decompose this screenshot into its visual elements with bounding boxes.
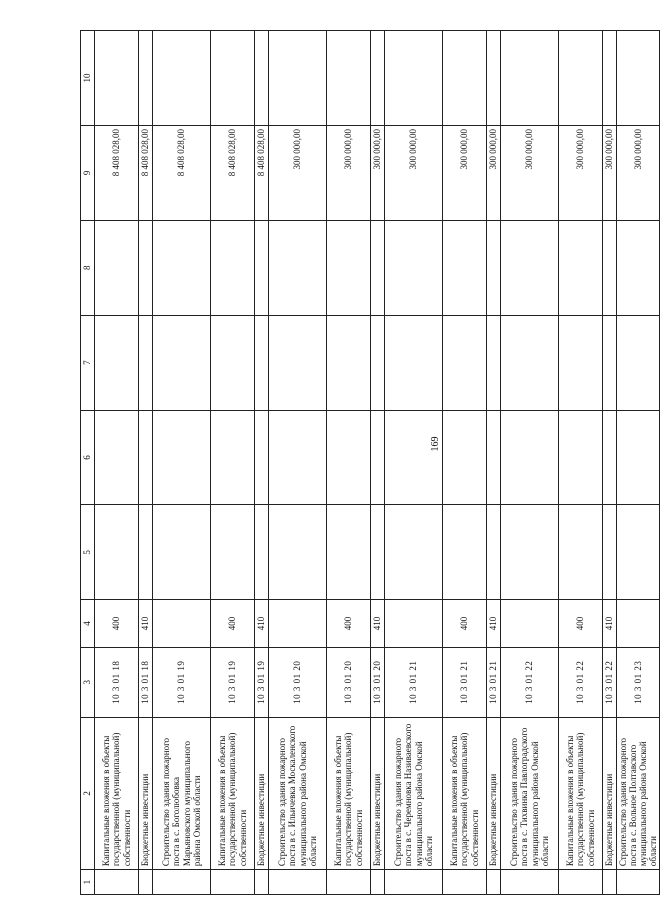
cell-expense-type bbox=[501, 600, 559, 647]
cell-col-6 bbox=[139, 410, 153, 505]
cell-col-7 bbox=[443, 315, 487, 410]
cell-col-7 bbox=[501, 315, 559, 410]
cell-col-5 bbox=[603, 505, 617, 600]
cell-expense-type bbox=[617, 600, 660, 647]
cell-col-1 bbox=[255, 870, 269, 895]
cell-col-7 bbox=[139, 315, 153, 410]
cell-amount: 300 000,00 bbox=[559, 125, 603, 220]
column-header: 3 bbox=[81, 647, 95, 717]
column-header: 1 bbox=[81, 870, 95, 895]
table-row bbox=[385, 31, 443, 895]
cell-col-1 bbox=[211, 870, 255, 895]
cell-item-name: Капитальные вложения в объекты государственной (муниципальной) собственности bbox=[327, 717, 371, 869]
cell-amount: 300 000,00 bbox=[371, 125, 385, 220]
cell-col-5 bbox=[501, 505, 559, 600]
cell-expense-type: 410 bbox=[255, 600, 269, 647]
cell-amount: 300 000,00 bbox=[269, 125, 327, 220]
cell-amount: 300 000,00 bbox=[603, 125, 617, 220]
page-number: 169 bbox=[430, 436, 441, 452]
table-row bbox=[603, 31, 617, 895]
cell-col-10 bbox=[559, 31, 603, 126]
cell-col-7 bbox=[559, 315, 603, 410]
cell-amount: 8 408 028,00 bbox=[139, 125, 153, 220]
cell-col-1 bbox=[385, 870, 443, 895]
cell-col-5 bbox=[371, 505, 385, 600]
cell-col-10 bbox=[603, 31, 617, 126]
cell-item-name: Строительство здания пожарного поста в с. Тихвинка Павлоградского муниципального района Омской области bbox=[501, 717, 559, 869]
cell-col-5 bbox=[617, 505, 660, 600]
cell-item-name: Капитальные вложения в объекты государственной (муниципальной) собственности bbox=[559, 717, 603, 869]
cell-col-5 bbox=[211, 505, 255, 600]
cell-col-1 bbox=[269, 870, 327, 895]
cell-col-8 bbox=[211, 220, 255, 315]
cell-col-6 bbox=[443, 410, 487, 505]
cell-target-code: 10 3 01 19 bbox=[211, 647, 255, 717]
cell-col-1 bbox=[501, 870, 559, 895]
cell-col-10 bbox=[139, 31, 153, 126]
cell-expense-type: 400 bbox=[559, 600, 603, 647]
cell-col-7 bbox=[269, 315, 327, 410]
table-row bbox=[95, 31, 139, 895]
column-header: 2 bbox=[81, 717, 95, 869]
cell-target-code: 10 3 01 18 bbox=[139, 647, 153, 717]
cell-col-7 bbox=[385, 315, 443, 410]
table-row bbox=[559, 31, 603, 895]
cell-amount: 8 408 028,00 bbox=[95, 125, 139, 220]
cell-expense-type: 400 bbox=[95, 600, 139, 647]
cell-col-8 bbox=[269, 220, 327, 315]
cell-col-6 bbox=[153, 410, 211, 505]
budget-table bbox=[80, 30, 660, 895]
cell-item-name: Строительство здания пожарного поста в с. Черемновка Називаевского муниципального района Омской области bbox=[385, 717, 443, 869]
cell-target-code: 10 3 01 19 bbox=[255, 647, 269, 717]
cell-col-7 bbox=[617, 315, 660, 410]
cell-col-5 bbox=[139, 505, 153, 600]
cell-col-6 bbox=[487, 410, 501, 505]
cell-col-7 bbox=[371, 315, 385, 410]
column-header: 4 bbox=[81, 600, 95, 647]
cell-col-10 bbox=[327, 31, 371, 126]
cell-col-8 bbox=[371, 220, 385, 315]
cell-col-1 bbox=[371, 870, 385, 895]
cell-col-5 bbox=[559, 505, 603, 600]
cell-item-name: Строительство здания пожарного поста в с. Вольное Полтавского муниципального района Омской области bbox=[617, 717, 660, 869]
cell-col-7 bbox=[255, 315, 269, 410]
cell-col-10 bbox=[211, 31, 255, 126]
cell-col-6 bbox=[385, 410, 443, 505]
cell-col-8 bbox=[95, 220, 139, 315]
cell-col-8 bbox=[327, 220, 371, 315]
cell-col-10 bbox=[501, 31, 559, 126]
cell-item-name: Бюджетные инвестиции bbox=[139, 717, 153, 869]
cell-expense-type: 410 bbox=[371, 600, 385, 647]
cell-item-name: Капитальные вложения в объекты государственной (муниципальной) собственности bbox=[443, 717, 487, 869]
cell-col-10 bbox=[443, 31, 487, 126]
cell-col-5 bbox=[153, 505, 211, 600]
cell-target-code: 10 3 01 21 bbox=[385, 647, 443, 717]
cell-col-7 bbox=[153, 315, 211, 410]
cell-col-6 bbox=[603, 410, 617, 505]
cell-col-5 bbox=[95, 505, 139, 600]
cell-target-code: 10 3 01 21 bbox=[443, 647, 487, 717]
cell-target-code: 10 3 01 20 bbox=[327, 647, 371, 717]
table-row bbox=[443, 31, 487, 895]
cell-col-6 bbox=[255, 410, 269, 505]
cell-col-10 bbox=[153, 31, 211, 126]
cell-col-1 bbox=[603, 870, 617, 895]
cell-expense-type: 410 bbox=[603, 600, 617, 647]
cell-col-6 bbox=[559, 410, 603, 505]
cell-col-6 bbox=[327, 410, 371, 505]
cell-col-7 bbox=[603, 315, 617, 410]
table-row bbox=[255, 31, 269, 895]
cell-col-10 bbox=[255, 31, 269, 126]
cell-item-name: Капитальные вложения в объекты государственной (муниципальной) собственности bbox=[95, 717, 139, 869]
table-row bbox=[153, 31, 211, 895]
table-row bbox=[211, 31, 255, 895]
cell-col-8 bbox=[501, 220, 559, 315]
cell-col-1 bbox=[139, 870, 153, 895]
cell-col-5 bbox=[255, 505, 269, 600]
cell-item-name: Бюджетные инвестиции bbox=[371, 717, 385, 869]
cell-amount: 8 408 028,00 bbox=[255, 125, 269, 220]
cell-target-code: 10 3 01 22 bbox=[559, 647, 603, 717]
cell-col-10 bbox=[371, 31, 385, 126]
cell-col-1 bbox=[617, 870, 660, 895]
cell-col-6 bbox=[617, 410, 660, 505]
cell-expense-type bbox=[153, 600, 211, 647]
column-header: 9 bbox=[81, 125, 95, 220]
cell-col-8 bbox=[559, 220, 603, 315]
cell-item-name: Бюджетные инвестиции bbox=[603, 717, 617, 869]
cell-amount: 300 000,00 bbox=[327, 125, 371, 220]
cell-target-code: 10 3 01 20 bbox=[269, 647, 327, 717]
column-header: 10 bbox=[81, 31, 95, 126]
table-row bbox=[617, 31, 660, 895]
cell-target-code: 10 3 01 20 bbox=[371, 647, 385, 717]
cell-col-7 bbox=[211, 315, 255, 410]
column-header: 8 bbox=[81, 220, 95, 315]
cell-col-1 bbox=[559, 870, 603, 895]
cell-amount: 300 000,00 bbox=[487, 125, 501, 220]
cell-col-10 bbox=[385, 31, 443, 126]
column-header: 6 bbox=[81, 410, 95, 505]
cell-col-1 bbox=[443, 870, 487, 895]
cell-expense-type: 410 bbox=[139, 600, 153, 647]
cell-col-6 bbox=[95, 410, 139, 505]
cell-expense-type: 400 bbox=[443, 600, 487, 647]
cell-col-8 bbox=[443, 220, 487, 315]
cell-col-6 bbox=[501, 410, 559, 505]
cell-col-5 bbox=[443, 505, 487, 600]
cell-expense-type bbox=[269, 600, 327, 647]
cell-col-5 bbox=[327, 505, 371, 600]
cell-target-code: 10 3 01 18 bbox=[95, 647, 139, 717]
table-row bbox=[501, 31, 559, 895]
cell-target-code: 10 3 01 19 bbox=[153, 647, 211, 717]
cell-item-name: Бюджетные инвестиции bbox=[255, 717, 269, 869]
cell-col-5 bbox=[487, 505, 501, 600]
cell-col-6 bbox=[371, 410, 385, 505]
cell-col-10 bbox=[487, 31, 501, 126]
cell-col-10 bbox=[95, 31, 139, 126]
cell-col-1 bbox=[327, 870, 371, 895]
table-row bbox=[269, 31, 327, 895]
cell-col-8 bbox=[255, 220, 269, 315]
cell-col-10 bbox=[617, 31, 660, 126]
cell-col-8 bbox=[385, 220, 443, 315]
cell-item-name: Строительство здания пожарного поста в с. Ильичевка Москаленского муниципального района Омской области bbox=[269, 717, 327, 869]
cell-col-7 bbox=[487, 315, 501, 410]
cell-col-5 bbox=[385, 505, 443, 600]
cell-expense-type: 400 bbox=[211, 600, 255, 647]
cell-col-8 bbox=[139, 220, 153, 315]
table-row bbox=[371, 31, 385, 895]
cell-amount: 300 000,00 bbox=[617, 125, 660, 220]
cell-target-code: 10 3 01 22 bbox=[501, 647, 559, 717]
rotated-table-sheet bbox=[80, 30, 659, 895]
cell-target-code: 10 3 01 21 bbox=[487, 647, 501, 717]
cell-col-6 bbox=[269, 410, 327, 505]
cell-col-6 bbox=[211, 410, 255, 505]
cell-col-5 bbox=[269, 505, 327, 600]
column-header: 7 bbox=[81, 315, 95, 410]
cell-amount: 300 000,00 bbox=[443, 125, 487, 220]
header-row bbox=[81, 31, 95, 895]
cell-target-code: 10 3 01 22 bbox=[603, 647, 617, 717]
table-row bbox=[487, 31, 501, 895]
cell-col-7 bbox=[327, 315, 371, 410]
cell-col-7 bbox=[95, 315, 139, 410]
cell-target-code: 10 3 01 23 bbox=[617, 647, 660, 717]
cell-col-10 bbox=[269, 31, 327, 126]
cell-col-1 bbox=[153, 870, 211, 895]
cell-amount: 8 408 028,00 bbox=[153, 125, 211, 220]
column-header: 5 bbox=[81, 505, 95, 600]
cell-col-1 bbox=[95, 870, 139, 895]
table-row bbox=[327, 31, 371, 895]
table-row bbox=[139, 31, 153, 895]
cell-amount: 300 000,00 bbox=[501, 125, 559, 220]
cell-item-name: Капитальные вложения в объекты государственной (муниципальной) собственности bbox=[211, 717, 255, 869]
cell-item-name: Бюджетные инвестиции bbox=[487, 717, 501, 869]
cell-expense-type: 410 bbox=[487, 600, 501, 647]
cell-col-8 bbox=[153, 220, 211, 315]
cell-amount: 8 408 028,00 bbox=[211, 125, 255, 220]
cell-col-8 bbox=[603, 220, 617, 315]
table-body bbox=[81, 31, 660, 895]
cell-expense-type bbox=[385, 600, 443, 647]
cell-amount: 300 000,00 bbox=[385, 125, 443, 220]
cell-item-name: Строительство здания пожарного поста в с. Боголюбовка Марьяновского муниципального района Омской области bbox=[153, 717, 211, 869]
cell-col-8 bbox=[617, 220, 660, 315]
cell-col-1 bbox=[487, 870, 501, 895]
cell-col-8 bbox=[487, 220, 501, 315]
cell-expense-type: 400 bbox=[327, 600, 371, 647]
